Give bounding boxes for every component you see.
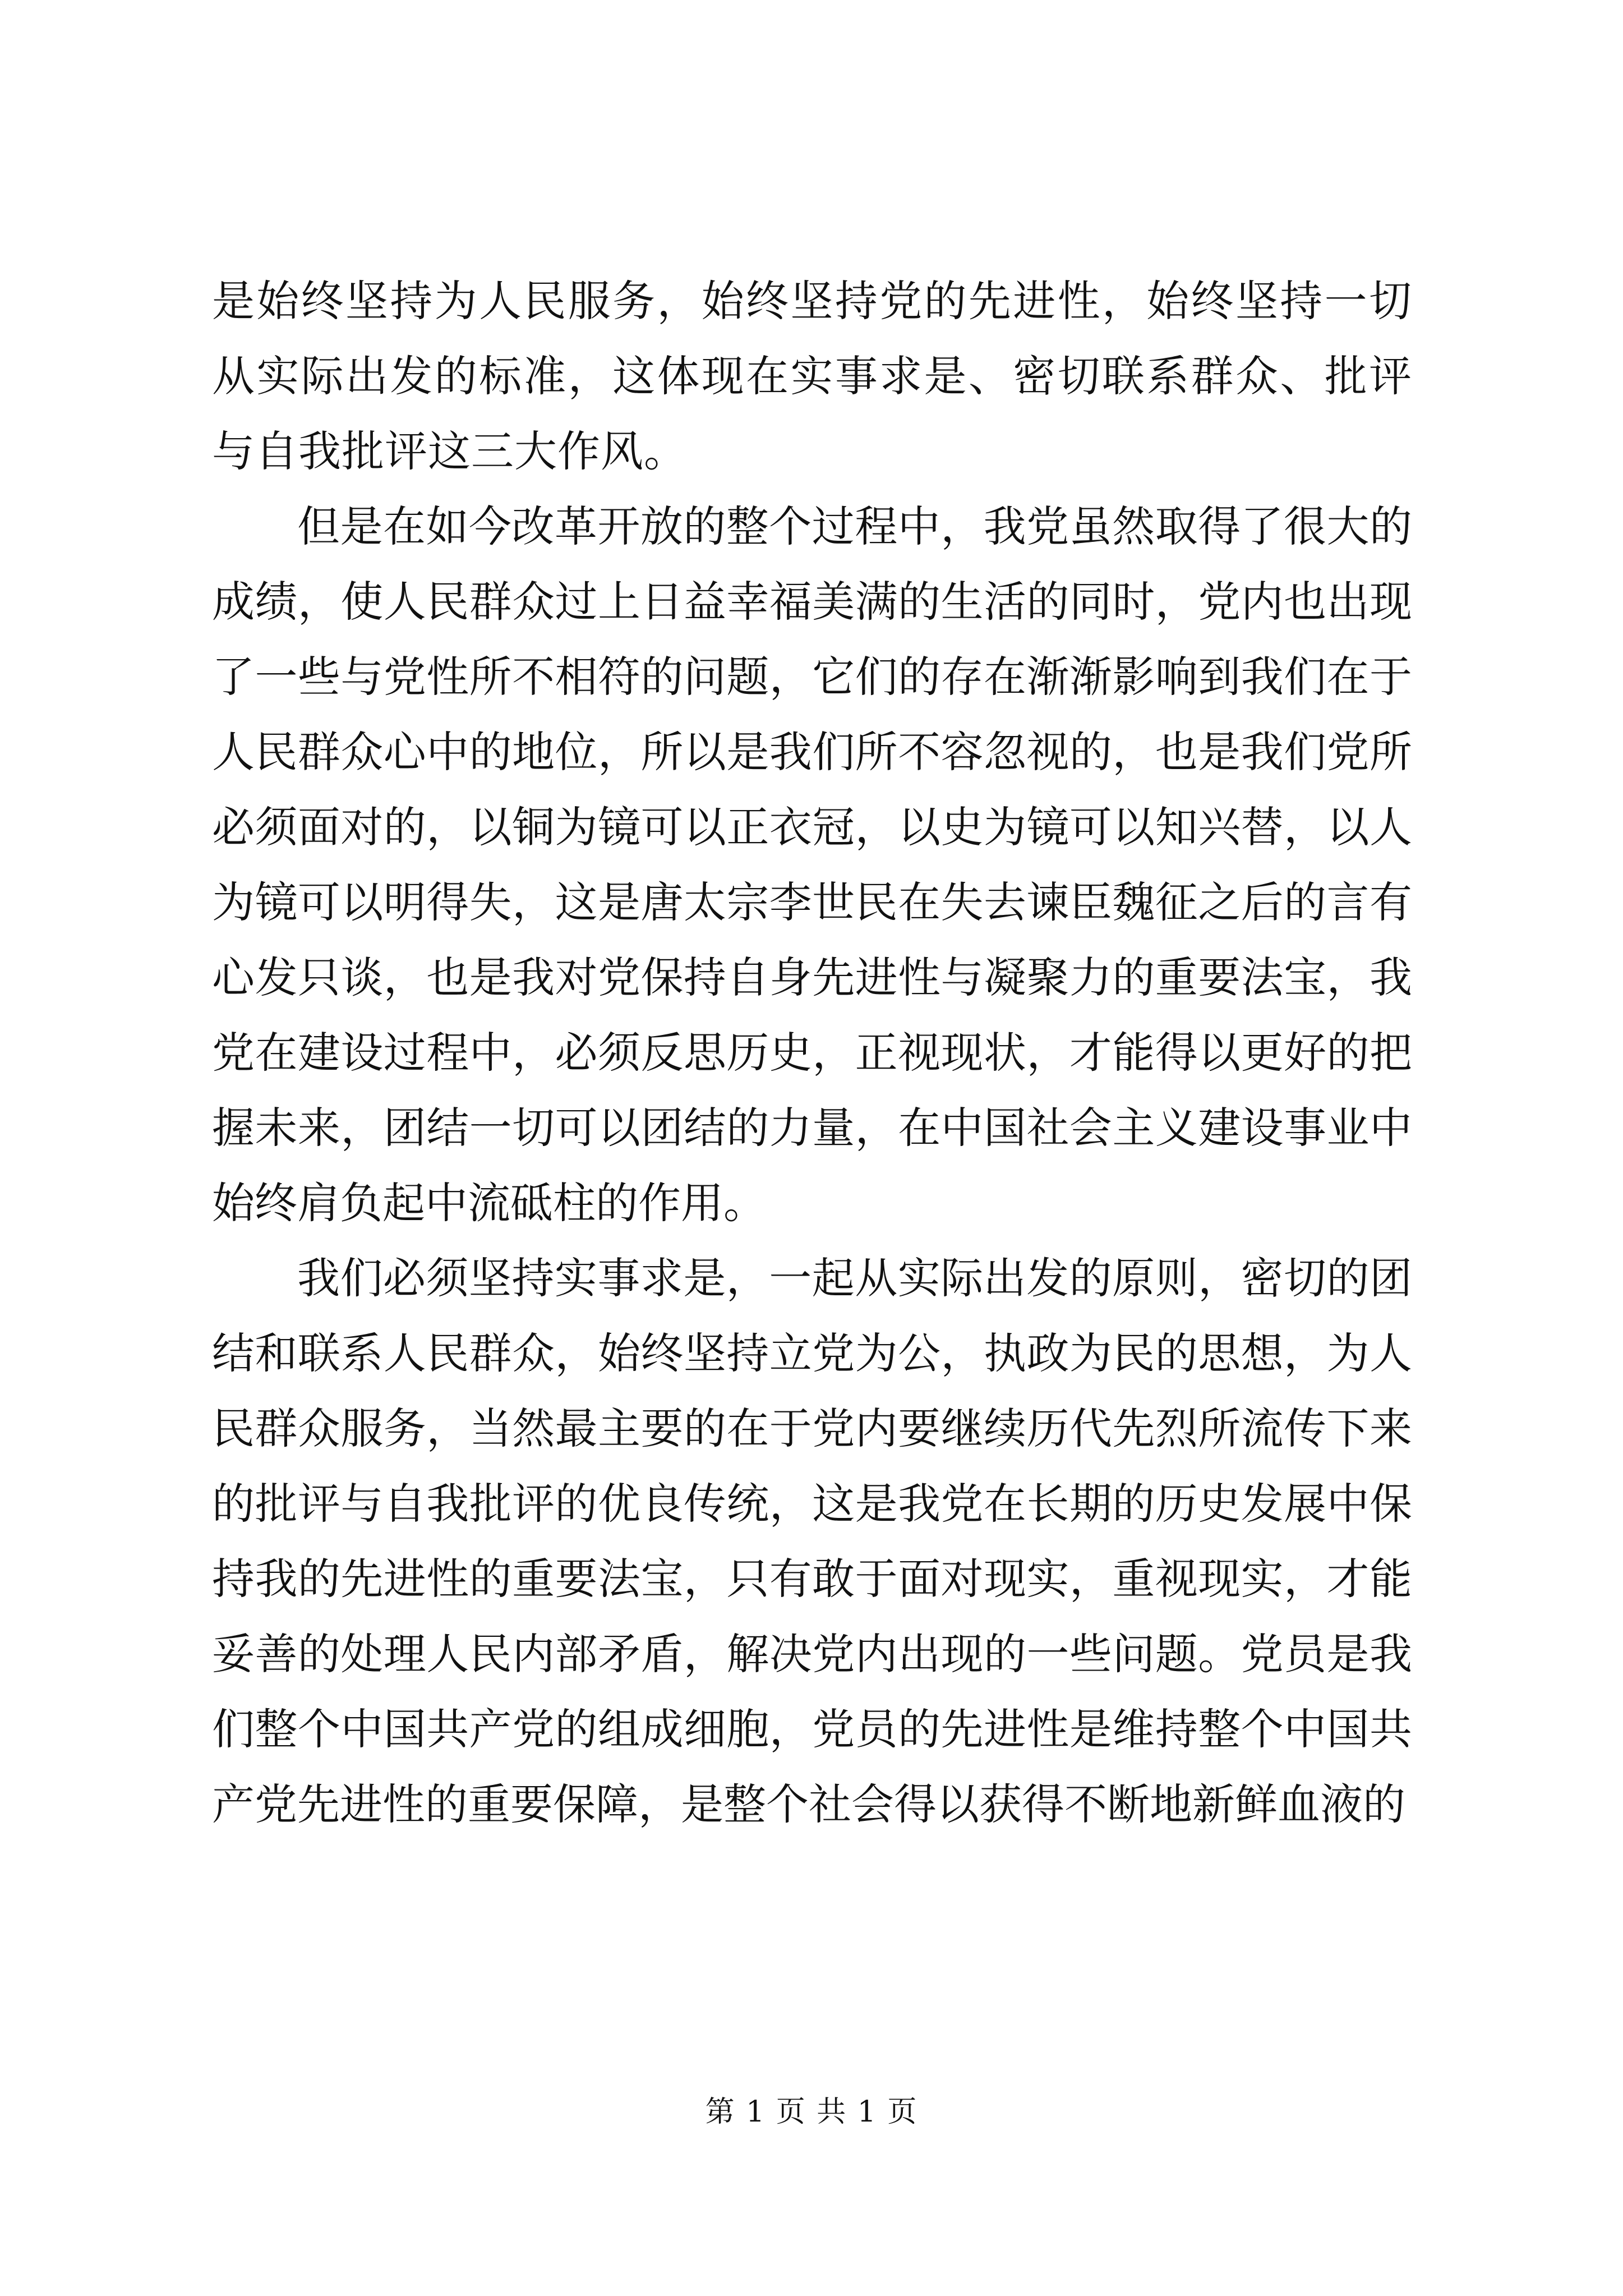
paragraph-1: 是始终坚持为人民服务，始终坚持党的先进性，始终坚持一切从实际出发的标准，这体现在实事求是、密切联系群众、批评与自我批评这三大作风。 <box>212 276 1412 476</box>
page-footer: 第 1 页 共 1 页 <box>705 2095 918 2129</box>
paragraph-2: 但是在如今改革开放的整个过程中，我党虽然取得了很大的成绩，使人民群众过上日益幸福美满的生活的同时，党内也出现了一些与党性所不相符的问题，它们的存在渐渐影响到我们在于人民群众心中的地位，所以是我们所不容忽视的，也是我们党所必须面对的，以铜为镜可以正衣冠，以史为镜可以知兴替，以人为镜可以明得失，这是唐太宗李世民在失去谏臣魏征之后的言有心发只谈，也是我对党保持自身先进性与凝聚力的重要法宝，我党在建设过程中，必须反思历史，正视现状，才能得以更好的把握未来，团结一切可以团结的力量，在中国社会主义建设事业中始终肩负起中流砥柱的作用。 <box>212 501 1412 1228</box>
document-body <box>212 264 1412 1842</box>
paragraph-3: 我们必须坚持实事求是，一起从实际出发的原则，密切的团结和联系人民群众，始终坚持立党为公，执政为民的思想，为人民群众服务，当然最主要的在于党内要继续历代先烈所流传下来的批评与自我批评的优良传统，这是我党在长期的历史发展中保持我的先进性的重要法宝，只有敢于面对现实，重视现实，才能妥善的处理人民内部矛盾，解决党内出现的一些问题。党员是我们整个中国共产党的组成细胞，党员的先进性是维持整个中国共产党先进性的重要保障，是整个社会得以获得不断地新鲜血液的 <box>212 1253 1412 1829</box>
